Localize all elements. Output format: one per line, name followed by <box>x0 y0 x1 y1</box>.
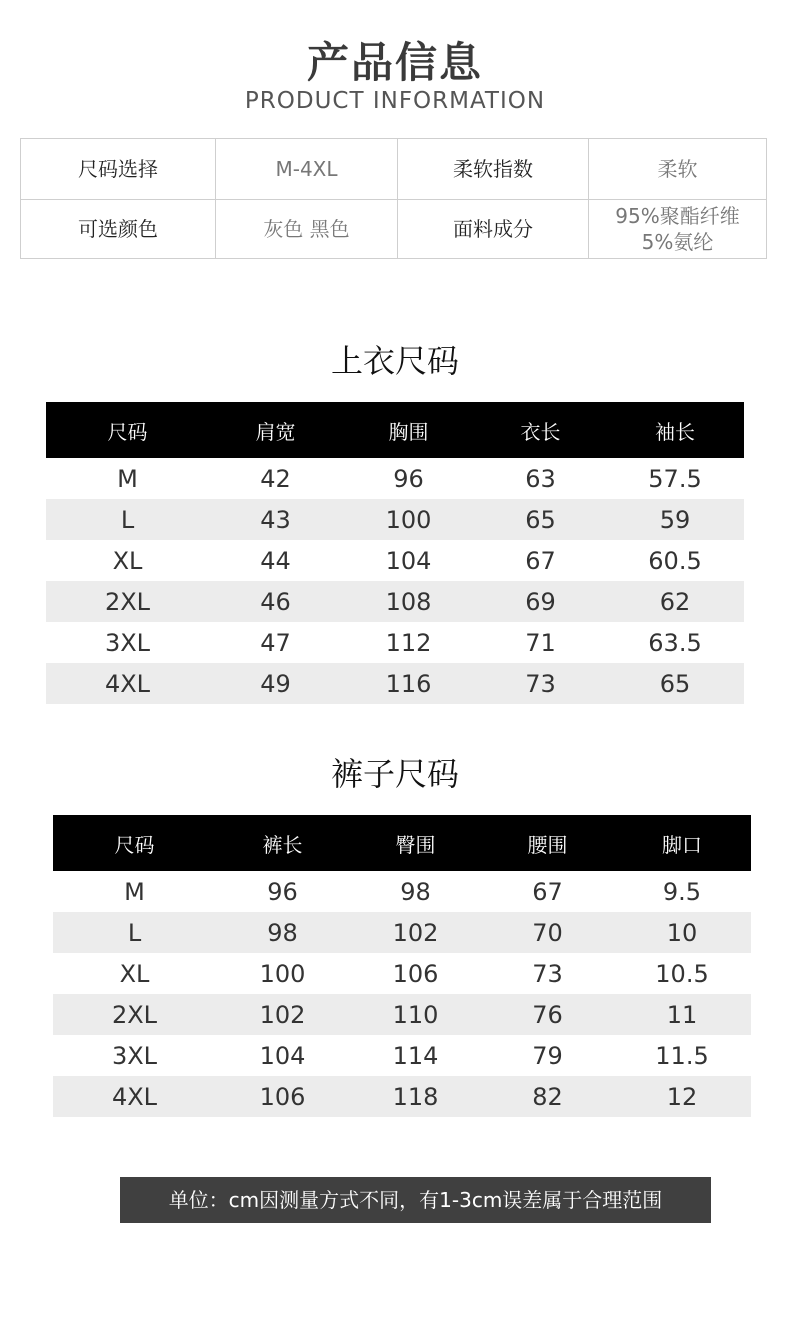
table-cell: 59 <box>606 499 744 540</box>
table-cell: 65 <box>475 499 606 540</box>
pants-size-table <box>53 815 751 1117</box>
table-row <box>53 994 751 1035</box>
table-cell: 2XL <box>46 581 209 622</box>
page-title: 产品信息 <box>306 38 483 87</box>
table-row <box>53 912 751 953</box>
column-header: 臀围 <box>349 815 482 871</box>
table-cell: 9.5 <box>662 877 702 906</box>
table-cell: 98 <box>400 877 431 906</box>
column-header: 脚口 <box>613 815 751 871</box>
table-row <box>53 1076 751 1117</box>
table-cell: 106 <box>392 959 439 988</box>
table-header-row <box>46 402 744 458</box>
table-cell: 73 <box>475 663 606 704</box>
table-cell: 3XL <box>111 1041 158 1070</box>
table-cell: 100 <box>259 959 306 988</box>
table-cell: 98 <box>216 912 349 953</box>
table-cell: 118 <box>349 1076 482 1117</box>
table-cell: 62 <box>606 581 744 622</box>
pants-size-title: 裤子尺码 <box>330 755 459 793</box>
info-value-colors: 灰色 黑色 <box>216 200 398 259</box>
table-cell: 104 <box>259 1041 306 1070</box>
table-cell: 106 <box>216 1076 349 1117</box>
table-cell: 10.5 <box>655 959 709 988</box>
table-cell: M <box>124 877 145 906</box>
table-cell: XL <box>112 546 143 575</box>
info-label-colors: 可选颜色 <box>21 200 216 259</box>
table-cell: 104 <box>385 546 432 575</box>
info-row <box>21 139 767 200</box>
table-cell: 100 <box>342 499 475 540</box>
column-header: 胸围 <box>342 402 475 458</box>
info-value-fabric <box>589 200 767 259</box>
table-cell: 102 <box>349 912 482 953</box>
product-info-table <box>20 138 767 259</box>
fabric-line-1: 95%聚酯纤维 <box>615 204 740 228</box>
tops-size-table <box>46 402 744 704</box>
table-header-row <box>53 815 751 871</box>
fabric-line-2: 5%氨纶 <box>641 230 714 254</box>
table-cell: M <box>117 464 138 493</box>
table-cell: 63 <box>525 464 556 493</box>
table-cell: 96 <box>267 877 298 906</box>
table-cell: 10 <box>613 912 751 953</box>
table-cell: 67 <box>525 546 556 575</box>
column-header: 裤长 <box>216 815 349 871</box>
table-cell: 96 <box>393 464 424 493</box>
table-cell: 73 <box>532 959 563 988</box>
info-value-softness: 柔软 <box>589 139 767 200</box>
table-row <box>46 540 744 581</box>
column-header: 腰围 <box>482 815 613 871</box>
table-cell: 49 <box>209 663 342 704</box>
table-row <box>46 458 744 499</box>
info-row <box>21 200 767 259</box>
table-cell: 71 <box>525 628 556 657</box>
table-cell: 65 <box>606 663 744 704</box>
table-row <box>53 953 751 994</box>
table-cell: 114 <box>392 1041 439 1070</box>
column-header: 衣长 <box>475 402 606 458</box>
info-label-softness: 柔软指数 <box>398 139 589 200</box>
page-subtitle: PRODUCT INFORMATION <box>244 88 546 114</box>
table-cell: 43 <box>209 499 342 540</box>
table-cell: 2XL <box>53 994 216 1035</box>
table-cell: 3XL <box>104 628 151 657</box>
table-cell: 76 <box>482 994 613 1035</box>
table-cell: 4XL <box>46 663 209 704</box>
table-cell: XL <box>119 959 150 988</box>
table-cell: 70 <box>482 912 613 953</box>
measurement-note: 单位：cm因测量方式不同，有1-3cm误差属于合理范围 <box>120 1177 711 1223</box>
table-cell: 108 <box>342 581 475 622</box>
column-header: 尺码 <box>46 402 209 458</box>
table-cell: 57.5 <box>648 464 702 493</box>
table-cell: 63.5 <box>648 628 702 657</box>
table-cell: 69 <box>475 581 606 622</box>
table-cell: 44 <box>260 546 291 575</box>
table-cell: 11 <box>613 994 751 1035</box>
table-row <box>46 581 744 622</box>
table-row <box>53 1035 751 1076</box>
info-label-size: 尺码选择 <box>21 139 216 200</box>
table-cell: 11.5 <box>655 1041 709 1070</box>
table-cell: 47 <box>260 628 291 657</box>
table-cell: 46 <box>209 581 342 622</box>
column-header: 袖长 <box>606 402 744 458</box>
table-row <box>46 622 744 663</box>
column-header: 尺码 <box>53 815 216 871</box>
column-header: 肩宽 <box>209 402 342 458</box>
table-cell: 116 <box>342 663 475 704</box>
table-cell: L <box>46 499 209 540</box>
table-cell: 60.5 <box>648 546 702 575</box>
info-value-size: M-4XL <box>216 139 398 200</box>
table-row <box>53 871 751 912</box>
info-label-fabric: 面料成分 <box>398 200 589 259</box>
table-row <box>46 499 744 540</box>
table-row <box>46 663 744 704</box>
table-cell: 82 <box>482 1076 613 1117</box>
table-cell: 112 <box>385 628 432 657</box>
table-cell: 79 <box>532 1041 563 1070</box>
table-cell: 42 <box>260 464 291 493</box>
table-cell: 67 <box>532 877 563 906</box>
table-cell: 12 <box>613 1076 751 1117</box>
table-cell: 4XL <box>53 1076 216 1117</box>
table-cell: L <box>53 912 216 953</box>
table-cell: 110 <box>349 994 482 1035</box>
tops-size-title: 上衣尺码 <box>330 342 459 380</box>
table-cell: 102 <box>216 994 349 1035</box>
